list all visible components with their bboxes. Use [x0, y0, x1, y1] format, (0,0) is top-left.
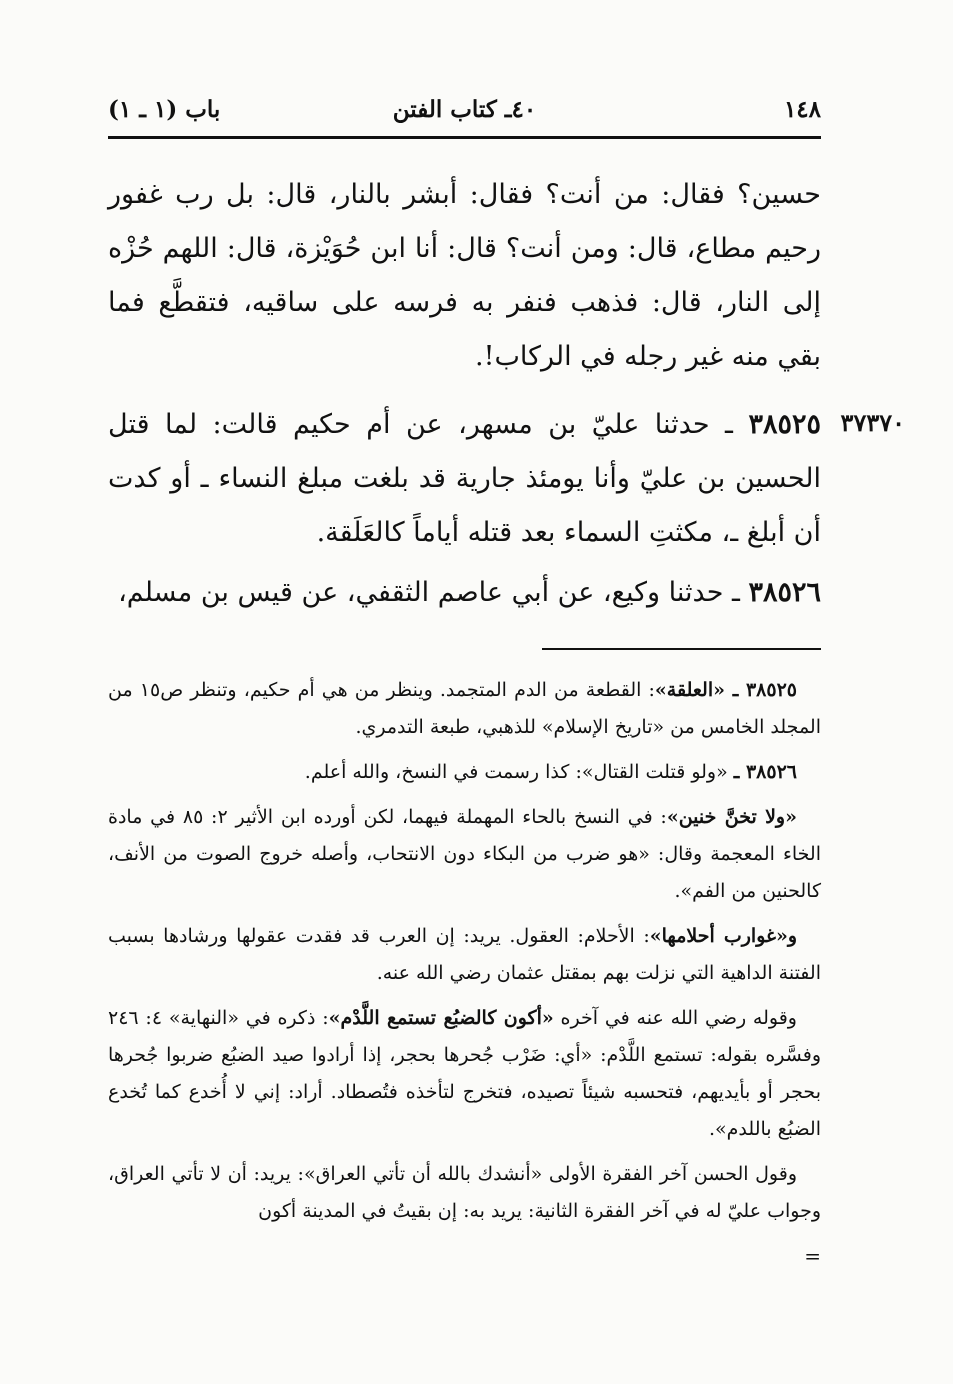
footnote-text: : ذكره في «النهاية» ٤: ٢٤٦ وفسَّره بقوله: تستمع اللَّدْم: «أي: ضَرْب جُحرها بحجر، إذا أرادوا صيد الضبُع ضربوا جُحرها بحجر أو بأيديهم، فتحسبه شيئاً تصيده، فتخرج لتأخذه فتُصطاد. أراد: إني لا أُخدع كما تُخدع الضبُع باللدم».: [108, 1007, 821, 1140]
chapter-title: ٤٠ـ كتاب الفتن: [392, 96, 537, 123]
footnote-text: وقول الحسن آخر الفقرة الأولى «أنشدك بالله أن تأتي العراق»: يريد: أن لا تأتي العراق، وجواب عليّ له في آخر الفقرة الثانية: يريد به: إن بقيتُ في المدينة أكون: [108, 1163, 821, 1222]
footnote-pre: وقوله رضي الله عنه في آخره: [553, 1007, 797, 1029]
section-label: باب (١ ـ ١): [108, 96, 221, 123]
hadith-number: ٣٨٥٢٦: [748, 577, 821, 608]
paragraph-continuation: حسين؟ فقال: من أنت؟ فقال: أبشر بالنار، قال: بل رب غفور رحيم مطاع، قال: ومن أنت؟ قال: أنا ابن حُوَيْزة، قال: اللهم حُزْه إلى النار، قال: فذهب فنفر به فرسه على ساقيه، فتقطَّع فما بقي منه غير رجله في الركاب!.: [108, 179, 821, 372]
footnote: [108, 799, 821, 910]
footnote-head: «ولا تخنَّ خنين»: [666, 806, 797, 828]
side-number: ٣٧٣٧٠: [840, 408, 905, 437]
page-header: [108, 92, 821, 139]
footnote: [108, 1000, 821, 1148]
footnote: [108, 672, 821, 746]
footnote-text: : القطعة من الدم المتجمد. وينظر من هي أم حكيم، وتنظر ص١٥ من المجلد الخامس من «تاريخ الإسلام» للذهبي، طبعة التدمري.: [108, 679, 821, 738]
hadith-number: ٣٨٥٢٥: [748, 409, 821, 440]
footnote-text: : الأحلام: العقول. يريد: إن العرب قد فقدت عقولها ورشادها بسبب الفتنة الداهية التي نزلت بهم بمقتل عثمان رضي الله عنه.: [108, 925, 821, 984]
footnote: [108, 754, 821, 791]
footnote-head: ٣٨٥٢٥ ـ «العلقة»: [654, 679, 797, 701]
footnote-text: «ولو قتلت القتال»: كذا رسمت في النسخ، والله أعلم.: [304, 761, 728, 783]
hadith-text: ـ حدثنا عليّ بن مسهر، عن أم حكيم قالت: لما قتل الحسين بن عليّ وأنا يومئذ جارية قد بلغت مبلغ النساء ـ أو كدت أن أبلغ ـ، مكثتِ السماء بعد قتله أياماً كالعَلَقة.: [108, 409, 821, 548]
footnote-divider: [542, 648, 821, 650]
footnote-text: : في النسخ بالحاء المهملة فيهما، لكن أورده ابن الأثير ٢: ٨٥ في مادة الخاء المعجمة وقال: «هو ضرب من البكاء دون الانتحاب، وأصله خروج الصوت من الأنف، كالحنين من الفم».: [108, 806, 821, 902]
continuation-mark: =: [804, 1244, 821, 1268]
hadith-text: ـ حدثنا وكيع، عن أبي عاصم الثقفي، عن قيس بن مسلم،: [118, 577, 740, 608]
hadith-38526: [108, 566, 821, 620]
footnote-head: «أكون كالضبُع تستمع اللَّدْم»: [328, 1007, 554, 1029]
footnote-head: ٣٨٥٢٦ ـ: [733, 761, 797, 783]
footnotes: [108, 672, 821, 1275]
footnote-head: و«غوارب أحلامها»: [649, 925, 797, 947]
footnote: [108, 918, 821, 992]
hadith-38525: [108, 398, 821, 560]
page-number: ١٤٨: [783, 96, 821, 123]
footnote: [108, 1156, 821, 1230]
